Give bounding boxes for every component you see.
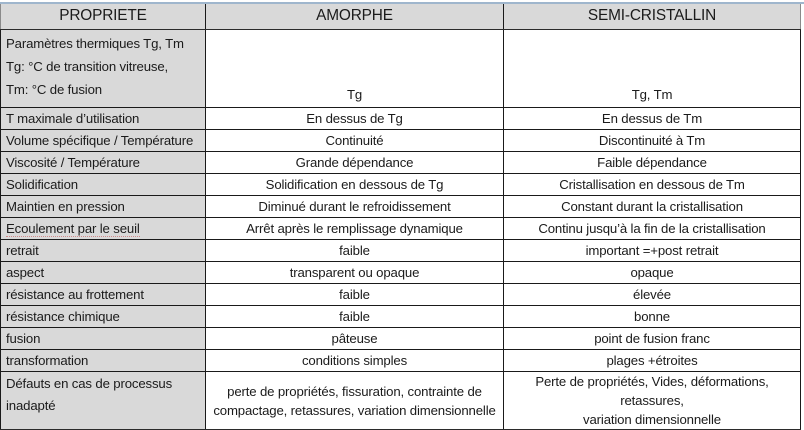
row-property-thermal-parameters: [1, 30, 206, 108]
cell-semi-cristallin: Tg, Tm: [504, 30, 801, 108]
row-property-appearance: aspect: [1, 262, 206, 284]
table-header-row: [1, 3, 801, 30]
property-line: inadapté: [6, 398, 56, 413]
property-line: Paramètres thermiques Tg, Tm: [6, 36, 184, 51]
value-line: perte de propriétés, fissuration, contrainte de: [227, 383, 482, 399]
table-row: [1, 218, 801, 240]
cell-semi-cristallin: important =+post retrait: [504, 240, 801, 262]
cell-semi-cristallin: Cristallisation en dessous de Tm: [504, 174, 801, 196]
cell-amorphe: Tg: [206, 30, 504, 108]
table-row: [1, 372, 801, 430]
cell-semi-cristallin: plages +étroites: [504, 350, 801, 372]
row-property-specific-volume: Volume spécifique / Température: [1, 130, 206, 152]
cell-semi-cristallin: élevée: [504, 284, 801, 306]
cell-amorphe: Grande dépendance: [206, 152, 504, 174]
table-row: [1, 284, 801, 306]
row-property-viscosity: Viscosité / Température: [1, 152, 206, 174]
table-row: [1, 262, 801, 284]
cell-amorphe: faible: [206, 284, 504, 306]
value-line: Perte de propriétés, Vides, déformations, retassures,: [535, 374, 769, 409]
cell-amorphe: faible: [206, 240, 504, 262]
property-line: Tm: °C de fusion: [6, 82, 102, 97]
cell-amorphe: Diminué durant le refroidissement: [206, 196, 504, 218]
cell-amorphe: Solidification en dessous de Tg: [206, 174, 504, 196]
row-property-transformation: transformation: [1, 350, 206, 372]
table-row: [1, 328, 801, 350]
row-property-holding-pressure: Maintien en pression: [1, 196, 206, 218]
table-row: [1, 350, 801, 372]
cell-amorphe: Continuité: [206, 130, 504, 152]
cell-amorphe: conditions simples: [206, 350, 504, 372]
table-row: [1, 130, 801, 152]
value-line: variation dimensionnelle: [583, 412, 721, 428]
row-property-shrinkage: retrait: [1, 240, 206, 262]
row-property-chemical-resistance: résistance chimique: [1, 306, 206, 328]
cell-amorphe: transparent ou opaque: [206, 262, 504, 284]
comparison-table: [0, 2, 801, 430]
row-property-defects: [1, 372, 206, 430]
table-row: [1, 240, 801, 262]
property-line: Tg: °C de transition vitreuse,: [6, 59, 169, 74]
table-row: [1, 30, 801, 108]
row-property-friction-resistance: résistance au frottement: [1, 284, 206, 306]
cell-semi-cristallin: opaque: [504, 262, 801, 284]
table-row: [1, 152, 801, 174]
cell-amorphe: faible: [206, 306, 504, 328]
row-property-max-use-temp: T maximale d’utilisation: [1, 108, 206, 130]
column-header-amorphe: AMORPHE: [206, 3, 504, 30]
cell-amorphe: Arrêt après le remplissage dynamique: [206, 218, 504, 240]
cell-amorphe: pâteuse: [206, 328, 504, 350]
cell-semi-cristallin: Discontinuité à Tm: [504, 130, 801, 152]
column-header-propriete: PROPRIETE: [1, 3, 206, 30]
cell-amorphe: [206, 372, 504, 430]
table-row: [1, 306, 801, 328]
table-row: [1, 108, 801, 130]
cell-semi-cristallin: [504, 372, 801, 430]
cell-semi-cristallin: En dessus de Tm: [504, 108, 801, 130]
row-property-solidification: Solidification: [1, 174, 206, 196]
cell-amorphe: En dessus de Tg: [206, 108, 504, 130]
value-line: compactage, retassures, variation dimensionnelle: [213, 402, 496, 418]
top-accent-line: [0, 2, 804, 4]
column-header-semi-cristallin: SEMI-CRISTALLIN: [504, 3, 801, 30]
property-text: Ecoulement par le seuil: [6, 220, 140, 236]
cell-semi-cristallin: Continu jusqu’à la fin de la cristallisation: [504, 218, 801, 240]
row-property-gate-flow: [1, 218, 206, 240]
table-row: [1, 174, 801, 196]
table-row: [1, 196, 801, 218]
cell-semi-cristallin: Constant durant la cristallisation: [504, 196, 801, 218]
cell-semi-cristallin: point de fusion franc: [504, 328, 801, 350]
row-property-fusion: fusion: [1, 328, 206, 350]
cell-semi-cristallin: bonne: [504, 306, 801, 328]
cell-semi-cristallin: Faible dépendance: [504, 152, 801, 174]
spreadsheet-table-view: [0, 2, 804, 428]
property-line: Défauts en cas de processus: [6, 376, 173, 391]
